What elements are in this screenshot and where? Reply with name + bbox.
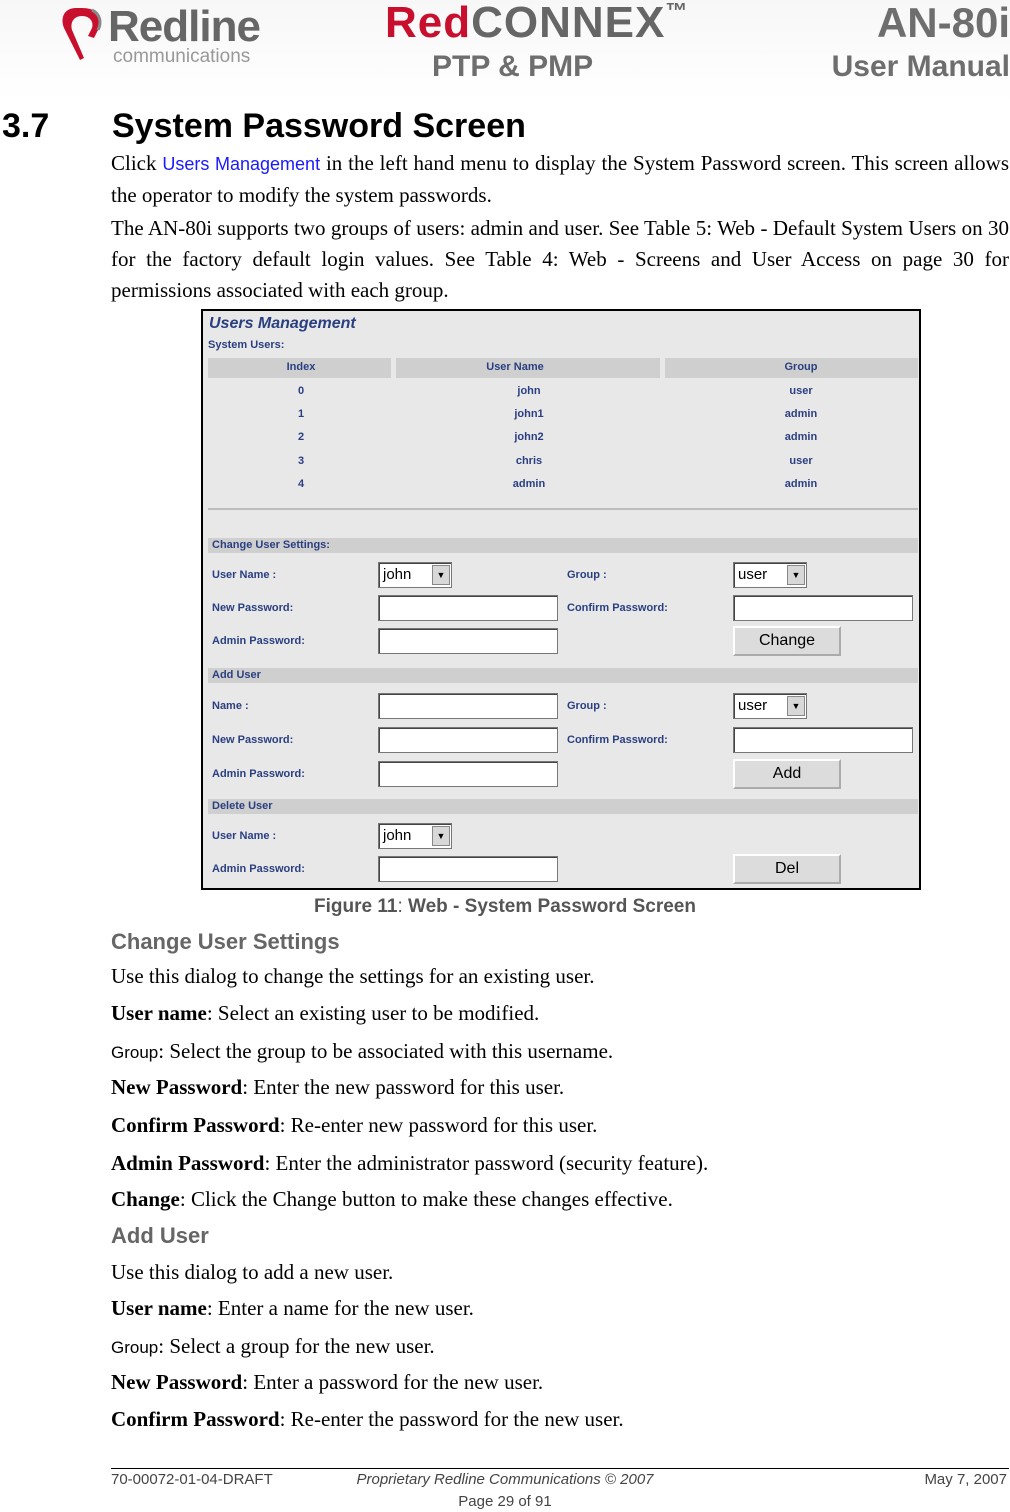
def-item [111, 1039, 613, 1064]
def-text: : Re-enter the password for the new user. [279, 1407, 624, 1431]
chevron-down-icon: ▼ [787, 565, 805, 585]
footer-doc-number: 70-00072-01-04-DRAFT [111, 1471, 273, 1488]
intro-paragraph-2: The AN-80i supports two groups of users: admin and user. See Table 5: Web - Default System Users on 30 for the factory default login values. See Table 4: Web - Screens and User Access on page 30 for permissions associated with each group. [111, 216, 1009, 302]
def-text: : Select the group to be associated with this username. [158, 1039, 614, 1063]
col-header-group: Group [784, 361, 818, 373]
add-section-label: Add User [212, 669, 261, 681]
def-term: Admin Password [111, 1151, 265, 1175]
add-group-value: user [738, 697, 768, 714]
row-name: john [517, 385, 541, 397]
row-group: admin [784, 431, 818, 443]
change-user-select[interactable] [378, 562, 452, 588]
row-group: admin [784, 478, 818, 490]
brand-rest: CONNEX [471, 0, 666, 47]
change-user-name-label: User Name : [212, 569, 277, 581]
change-settings-desc: Use this dialog to change the settings for an existing user. [111, 964, 595, 988]
row-name: chris [515, 455, 543, 467]
row-index: 4 [297, 478, 305, 490]
add-confirm-password-input[interactable] [733, 727, 913, 753]
def-term: User name [111, 1296, 207, 1320]
system-users-label: System Users: [208, 339, 285, 351]
add-section-bar [208, 668, 918, 683]
def-term: New Password [111, 1075, 243, 1099]
caption-text: Web - System Password Screen [408, 896, 696, 917]
change-admin-password-label: Admin Password: [212, 635, 305, 647]
users-management-link[interactable]: Users Management [162, 154, 321, 174]
row-name: john2 [514, 431, 544, 443]
delete-admin-password-label: Admin Password: [212, 863, 305, 875]
section-number: 3.7 [2, 107, 50, 145]
add-admin-password-label: Admin Password: [212, 768, 305, 780]
row-group: user [789, 385, 813, 397]
def-text: : Enter the new password for this user. [242, 1075, 565, 1099]
intro-paragraph-1 [111, 148, 1009, 211]
def-text: : Enter the administrator password (security feature). [264, 1151, 709, 1175]
intro-text-b: in the left hand menu to display the System Password screen. This screen allows the operator to modify the system passwords. [111, 151, 1010, 207]
row-index: 2 [297, 431, 305, 443]
def-text: : Re-enter new password for this user. [279, 1113, 598, 1137]
delete-user-value: john [383, 827, 412, 844]
def-term: Confirm Password [111, 1113, 280, 1137]
def-text: : Enter a password for the new user. [242, 1370, 544, 1394]
change-new-password-input[interactable] [378, 595, 558, 621]
def-item [111, 1370, 543, 1395]
def-text: : Click the Change button to make these changes effective. [179, 1187, 673, 1211]
row-index: 3 [297, 455, 305, 467]
def-item [111, 1407, 624, 1432]
def-item [111, 1187, 673, 1212]
add-user-desc: Use this dialog to add a new user. [111, 1260, 394, 1284]
def-term: Change [111, 1187, 180, 1211]
delete-section-label: Delete User [212, 800, 273, 812]
def-text: : Enter a name for the new user. [206, 1296, 474, 1320]
delete-user-select[interactable] [378, 823, 452, 849]
subtitle-right: User Manual [831, 50, 1010, 83]
add-button[interactable]: Add [733, 759, 841, 789]
add-group-select[interactable] [733, 693, 807, 719]
chevron-down-icon: ▼ [787, 696, 805, 716]
change-user-value: john [383, 566, 412, 583]
row-group: user [789, 455, 813, 467]
def-text: : Select an existing user to be modified. [206, 1001, 540, 1025]
col-header-index: Index [286, 361, 316, 373]
def-item [111, 1334, 435, 1359]
add-new-password-label: New Password: [212, 734, 294, 746]
row-index: 0 [297, 385, 305, 397]
model-name: AN-80i [876, 0, 1010, 46]
change-group-select[interactable] [733, 562, 807, 588]
row-index: 1 [297, 408, 305, 420]
def-item [111, 1113, 597, 1138]
add-new-password-input[interactable] [378, 727, 558, 753]
row-name: admin [512, 478, 546, 490]
add-name-input[interactable] [378, 693, 558, 719]
footer-rule [111, 1468, 1009, 1469]
change-new-password-label: New Password: [212, 602, 294, 614]
section-title: System Password Screen [112, 107, 526, 145]
delete-button[interactable]: Del [733, 854, 841, 884]
def-item [111, 1075, 564, 1100]
def-item [111, 1296, 474, 1321]
add-confirm-password-label: Confirm Password: [567, 734, 668, 746]
col-header-username: User Name [486, 361, 544, 373]
def-term: Group [111, 1338, 159, 1357]
logo-wordmark: Redline [108, 2, 260, 51]
brand-tm: ™ [665, 0, 689, 23]
intro-text-a: Click [111, 151, 163, 175]
change-button[interactable]: Change [733, 626, 841, 656]
change-section-label: Change User Settings: [212, 539, 330, 551]
def-term: User name [111, 1001, 207, 1025]
screen-title: Users Management [209, 315, 356, 332]
change-admin-password-input[interactable] [378, 628, 558, 654]
subtitle-left: PTP & PMP [432, 50, 594, 83]
def-text: : Select a group for the new user. [158, 1334, 435, 1358]
def-item [111, 1001, 539, 1026]
chevron-down-icon: ▼ [432, 826, 450, 846]
change-group-label: Group : [567, 569, 607, 581]
redline-logo-icon [58, 4, 108, 64]
add-admin-password-input[interactable] [378, 761, 558, 787]
def-term: Confirm Password [111, 1407, 280, 1431]
add-user-heading: Add User [111, 1223, 209, 1248]
delete-section-bar [208, 799, 918, 814]
caption-sep: : [397, 896, 409, 917]
footer-page-number: Page 29 of 91 [458, 1493, 552, 1510]
footer-copyright: Proprietary Redline Communications © 2007 [356, 1471, 654, 1488]
delete-admin-password-input[interactable] [378, 856, 558, 882]
figure-caption [0, 896, 1010, 918]
section-heading [2, 107, 526, 146]
users-management-screenshot [201, 309, 921, 890]
add-name-label: Name : [212, 700, 249, 712]
change-confirm-password-input[interactable] [733, 595, 913, 621]
change-settings-heading: Change User Settings [111, 929, 340, 954]
logo-subtitle: communications [113, 46, 251, 67]
row-group: admin [784, 408, 818, 420]
def-item [111, 1151, 708, 1176]
def-term: Group [111, 1043, 159, 1062]
brand-title [385, 0, 688, 48]
delete-user-name-label: User Name : [212, 830, 277, 842]
def-term: New Password [111, 1370, 243, 1394]
change-confirm-password-label: Confirm Password: [567, 602, 668, 614]
caption-prefix: Figure 11 [314, 896, 398, 917]
divider [208, 508, 918, 510]
row-name: john1 [514, 408, 544, 420]
brand-red: Red [385, 0, 472, 47]
footer-date: May 7, 2007 [924, 1471, 1007, 1488]
add-group-label: Group : [567, 700, 607, 712]
chevron-down-icon: ▼ [432, 565, 450, 585]
change-group-value: user [738, 566, 768, 583]
